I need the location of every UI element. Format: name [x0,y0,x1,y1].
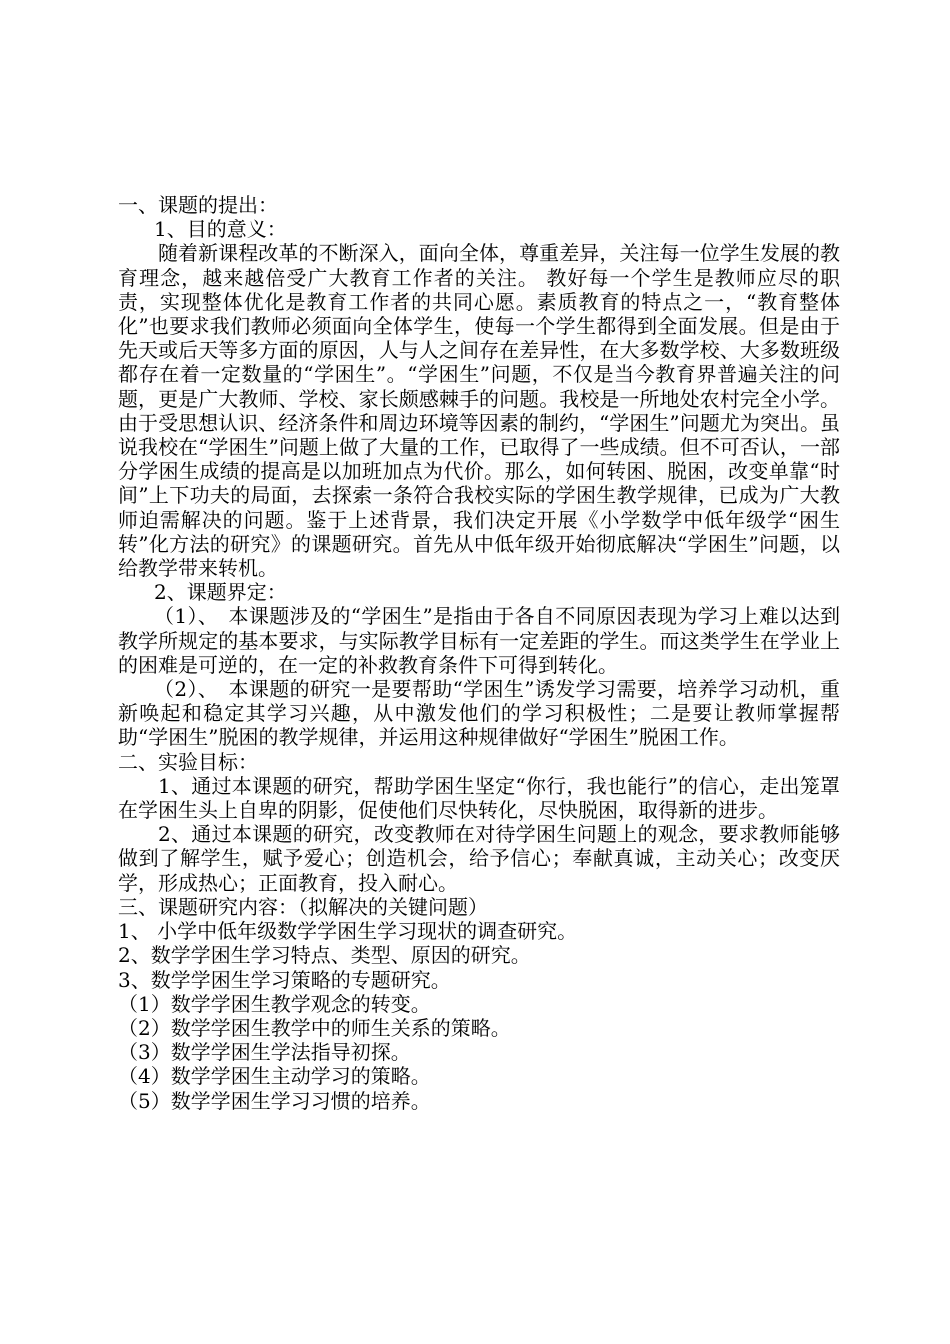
paragraph-goal-1: 1、通过本课题的研究，帮助学困生坚定“你行，我也能行”的信心，走出笼罩在学困生头上自卑的阴影，促使他们尽快转化，尽快脱困，取得新的进步。 [118,773,840,823]
subcontent-item-3: （3）数学学困生学法指导初探。 [118,1040,411,1065]
paragraph-goal-2: 2、通过本课题的研究，改变教师在对待学困生问题上的观念，要求教师能够做到了解学生，赋予爱心；创造机会，给予信心；奉献真诚，主动关心；改变厌学，形成热心；正面教育，投入耐心。 [118,822,840,895]
subheading-purpose: 1、目的意义： [154,217,287,242]
content-item-3: 3、数学学困生学习策略的专题研究。 [118,967,451,992]
document-body [118,193,840,1113]
section-heading-3: 三、课题研究内容：（拟解决的关键问题） [118,894,488,919]
paragraph-definition-2: （2）、 本课题的研究一是要帮助“学困生”诱发学习需要，培养学习动机，重新唤起和稳定其学习兴趣，从中激发他们的学习积极性；二是要让教师掌握帮助“学困生”脱困的教学规律，并运用这种规律做好“学困生”脱困工作。 [118,677,840,750]
section-heading-2: 二、实验目标： [118,749,258,774]
paragraph-purpose: 随着新课程改革的不断深入，面向全体，尊重差异，关注每一位学生发展的教育理念，越来越倍受广大教育工作者的关注。 教好每一个学生是教师应尽的职责，实现整体优化是教育工作者的共同心愿。素质教育的特点之一，“教育整体化”也要求我们教师必须面向全体学生，使每一个学生都得到全面发展。但是由于先天或后天等多方面的原因，人与人之间存在差异性，在大多数学校、大多数班级都存在着一定数量的“学困生”。“学困生”问题，不仅是当今教育界普遍关注的问题，更是广大教师、学校、家长颇感棘手的问题。我校是一所地处农村完全小学。由于受思想认识、经济条件和周边环境等因素的制约，“学困生”问题尤为突出。虽说我校在“学困生”问题上做了大量的工作，已取得了一些成绩。但不可否认，一部分学困生成绩的提高是以加班加点为代价。那么，如何转困、脱困，改变单靠“时间”上下功夫的局面，去探索一条符合我校实际的学困生教学规律，已成为广大教师迫需解决的问题。鉴于上述背景，我们决定开展《小学数学中低年级学“困生转”化方法的研究》的课题研究。首先从中低年级开始彻底解决“学困生”问题，以给教学带来转机。 [118,241,840,581]
subcontent-item-2: （2）数学学困生教学中的师生关系的策略。 [118,1015,511,1040]
content-item-1: 1、 小学中低年级数学学困生学习现状的调查研究。 [118,919,578,944]
subheading-definition: 2、课题界定： [154,580,287,605]
subcontent-item-5: （5）数学学困生学习习惯的培养。 [118,1088,431,1113]
paragraph-definition-1: （1）、 本课题涉及的“学困生”是指由于各自不同原因表现为学习上难以达到教学所规定的基本要求，与实际教学目标有一定差距的学生。而这类学生在学业上的困难是可逆的，在一定的补救教育条件下可得到转化。 [118,604,840,677]
subcontent-item-4: （4）数学学困生主动学习的策略。 [118,1064,431,1089]
content-item-2: 2、数学学困生学习特点、类型、原因的研究。 [118,943,531,968]
subcontent-item-1: （1）数学学困生教学观念的转变。 [118,991,431,1016]
section-heading-1: 一、课题的提出： [118,193,278,217]
